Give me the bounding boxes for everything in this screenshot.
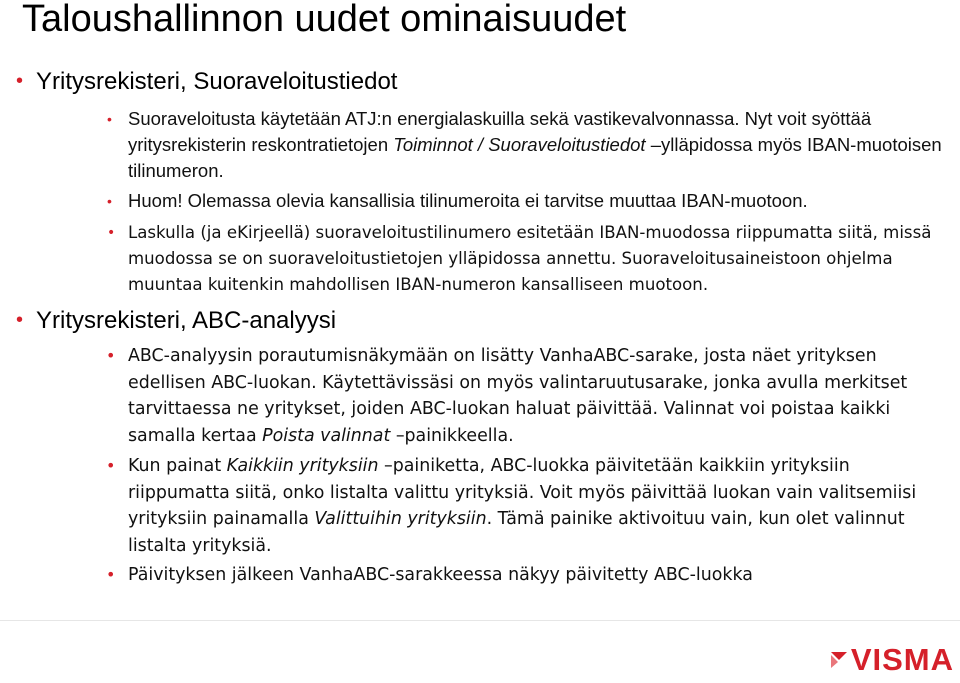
item-text: Laskulla (ja eKirjeellä) suoraveloitustilinumero esitetään IBAN-muodossa riippumatta siitä, missä muodossa se on suoraveloitustietojen ylläpidossa annettu. Suoraveloitusaineistoon ohjelma muuntaa kuitenkin mahdollisen IBAN-numeron kansalliseen muotoon. — [128, 223, 932, 294]
visma-logo-mark-icon — [831, 652, 847, 668]
item-text-italic: Toiminnot / Suoraveloitustiedot — [393, 134, 651, 155]
item-text: –painikkeella. — [395, 425, 514, 446]
section-heading-suoraveloitustiedot — [16, 68, 397, 96]
list-item — [106, 562, 950, 589]
item-text: ABC-analyysin porautumisnäkymään on lisätty VanhaABC-sarake, josta näet yrityksen edellisen ABC-luokan. Käytettävissäsi on myös valintaruutusarake, jonka avulla merkitset tarvittaessa ne yritykset, joiden ABC-luokan haluat päivittää. Valinnat voi poistaa kaikki samalla kertaa — [128, 346, 908, 446]
item-text: Huom! Olemassa olevia kansallisia tilinumeroita ei tarvitse muuttaa IBAN-muotoon. — [128, 190, 808, 211]
list-item — [106, 343, 950, 449]
footer-divider — [0, 620, 960, 621]
section-heading-text: Yritysrekisteri, Suoraveloitustiedot — [36, 68, 398, 95]
visma-logo-text: VISMA — [850, 642, 954, 677]
item-text-italic: Poista valinnat — [262, 425, 396, 446]
bullet-icon: • — [107, 225, 116, 241]
bullet-icon: • — [106, 456, 116, 475]
bullet-icon: • — [16, 70, 24, 92]
section-heading-text: Yritysrekisteri, ABC-analyysi — [36, 307, 337, 334]
bullet-icon: • — [106, 346, 116, 365]
bullet-icon: • — [106, 565, 116, 584]
page-title: Taloushallinnon uudet ominaisuudet — [22, 0, 627, 40]
item-text-italic: Kaikkiin yrityksiin — [226, 456, 385, 476]
list-item — [107, 188, 950, 214]
list-item — [107, 220, 950, 298]
bullet-icon: • — [107, 111, 112, 127]
list-item — [106, 453, 950, 559]
item-text: Kun painat — [128, 456, 227, 476]
item-text-italic: Valittuihin yrityksiin — [314, 509, 487, 529]
item-text: Suoraveloitusta käytetään ATJ:n energialaskuilla sekä vastikevalvonnassa. Nyt voit syöttää yritysrekisterin reskontratietojen — [128, 108, 872, 155]
item-text: Päivityksen jälkeen VanhaABC-sarakkeessa näkyy päivitetty ABC-luokka — [128, 565, 753, 585]
list-item — [107, 106, 950, 184]
bullet-icon: • — [16, 309, 24, 331]
visma-logo — [831, 643, 954, 677]
item-text: . Tämä painike aktivoituu vain, kun olet valinnut listalta yrityksiä. — [128, 509, 905, 556]
section-heading-abc-analyysi — [16, 307, 336, 335]
item-text: –ylläpidossa myös IBAN-muotoisen tilinumeron. — [128, 134, 942, 181]
bullet-icon: • — [107, 193, 112, 209]
item-text: –painiketta, ABC-luokka päivitetään kaikkiin yrityksiin riippumatta siitä, onko listalta valittu yrityksiä. Voit myös päivittää luokan vain valitsemiisi yrityksiin painamalla — [128, 456, 917, 529]
